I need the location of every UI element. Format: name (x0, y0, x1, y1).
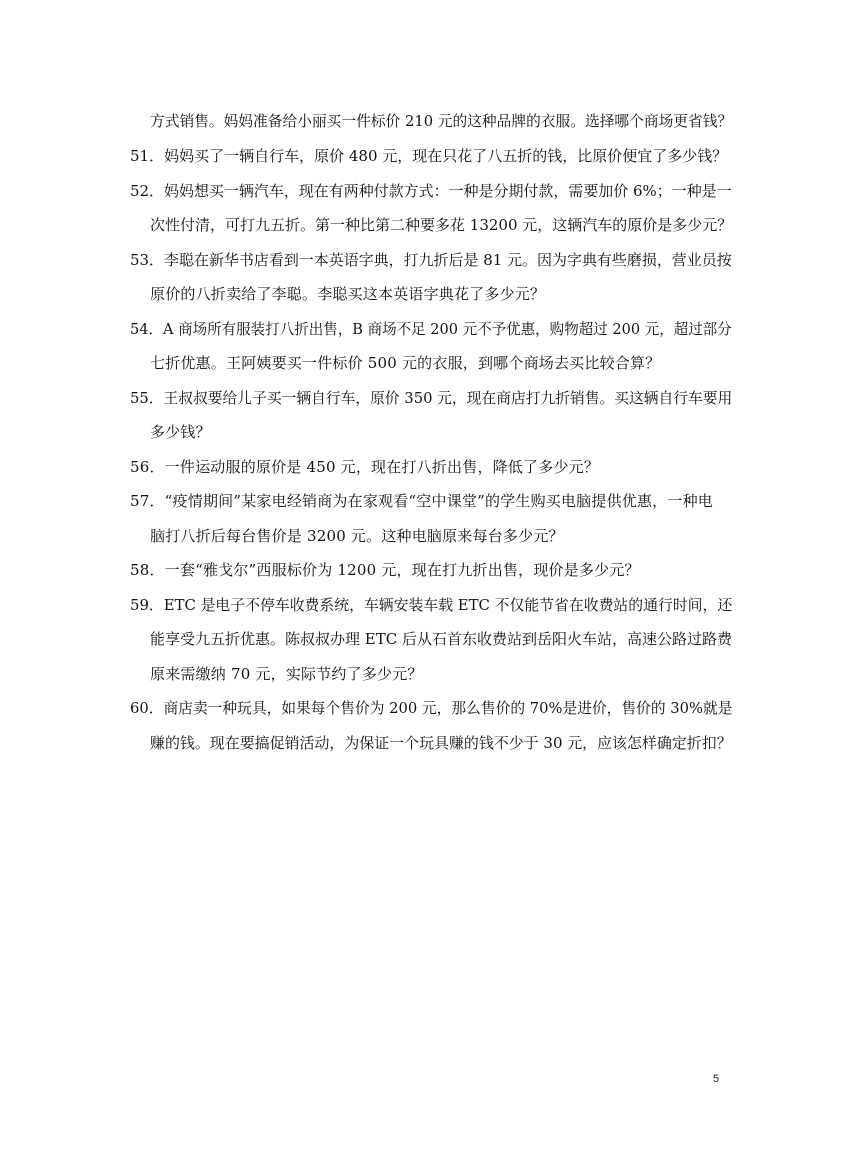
question-60-continued: 赚的钱。现在要搞促销活动，为保证一个玩具赚的钱不少于 30 元，应该怎样确定折扣？ (150, 734, 732, 752)
question-52: 52．妈妈想买一辆汽车，现在有两种付款方式：一种是分期付款，需要加价 6%；一种是一 (130, 182, 732, 200)
page-number: 5 (713, 1073, 720, 1085)
question-54-continued: 七折优惠。王阿姨要买一件标价 500 元的衣服，到哪个商场去买比较合算？ (150, 354, 661, 372)
question-59-continued-1: 能享受九五折优惠。陈叔叔办理 ETC 后从石首东收费站到岳阳火车站，高速公路过路费 (150, 630, 732, 648)
question-55: 55．王叔叔要给儿子买一辆自行车，原价 350 元，现在商店打九折销售。买这辆自行车要用 (130, 389, 733, 407)
question-53-continued: 原价的八折卖给了李聪。李聪买这本英语字典花了多少元？ (150, 285, 546, 303)
question-51: 51．妈妈买了一辆自行车，原价 480 元，现在只花了八五折的钱，比原价便宜了多少钱？ (130, 147, 728, 165)
question-57-continued: 脑打八折后每台售价是 3200 元。这种电脑原来每台多少元？ (150, 527, 564, 545)
question-59-continued-2: 原来需缴纳 70 元，实际节约了多少元？ (150, 665, 423, 683)
question-53: 53．李聪在新华书店看到一本英语字典，打九折后是 81 元。因为字典有些磨损，营业员按 (130, 251, 732, 269)
text-line-50-continued: 方式销售。妈妈准备给小丽买一件标价 210 元的这种品牌的衣服。选择哪个商场更省钱？ (150, 112, 733, 130)
question-56: 56．一件运动服的原价是 450 元，现在打八折出售，降低了多少元？ (130, 458, 600, 476)
question-55-continued: 多少钱？ (150, 423, 211, 441)
question-52-continued: 次性付清，可打九五折。第一种比第二种要多花 13200 元，这辆汽车的原价是多少元？ (150, 216, 733, 234)
question-58: 58．一套“雅戈尔”西服标价为 1200 元，现在打九折出售，现价是多少元？ (130, 561, 640, 579)
question-60: 60．商店卖一种玩具，如果每个售价为 200 元，那么售价的 70%是进价，售价的 30%就是 (130, 699, 733, 717)
question-59: 59．ETC 是电子不停车收费系统，车辆安装车载 ETC 不仅能节省在收费站的通行时间，还 (130, 596, 733, 614)
question-54: 54．A 商场所有服装打八折出售，B 商场不足 200 元不予优惠，购物超过 200 元，超过部分 (130, 320, 732, 338)
question-57: 57．“疫情期间”某家电经销商为在家观看“空中课堂”的学生购买电脑提供优惠，一种电 (130, 492, 713, 510)
